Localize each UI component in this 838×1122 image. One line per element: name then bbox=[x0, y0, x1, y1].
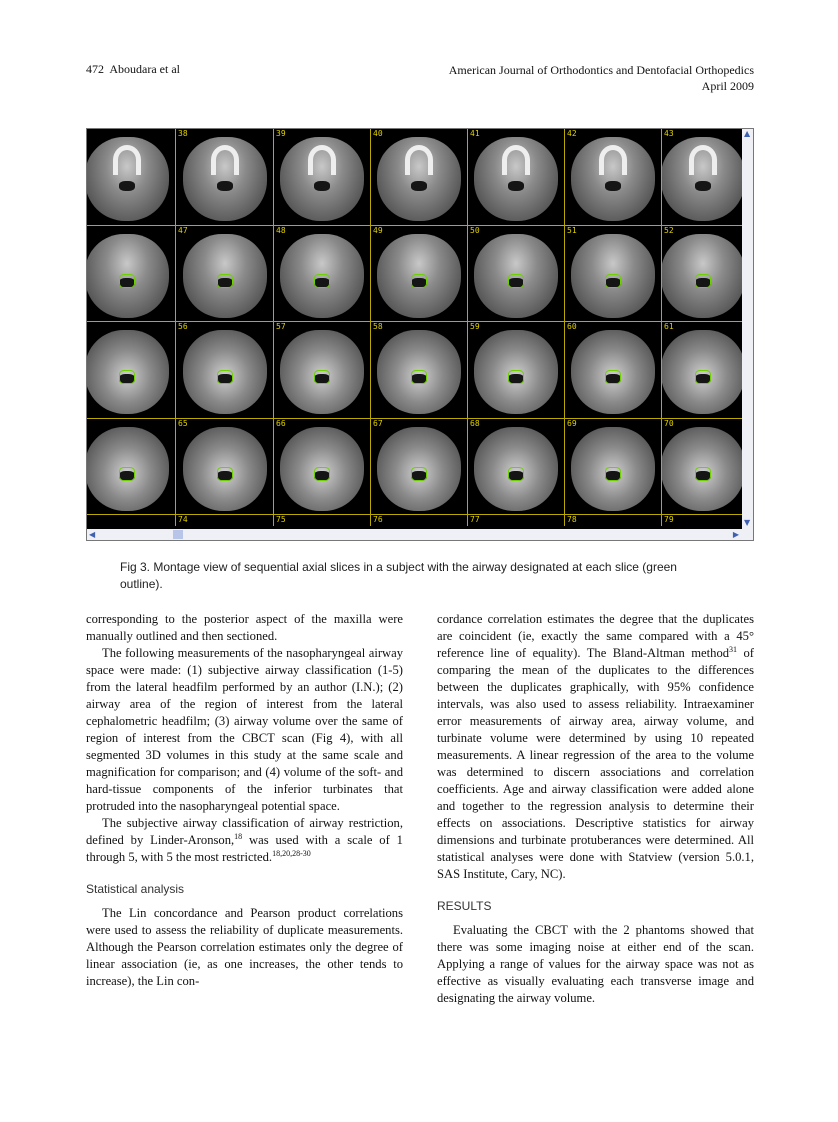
ct-slice-image bbox=[571, 330, 655, 414]
axial-slice bbox=[371, 322, 468, 418]
axial-slice bbox=[662, 129, 743, 225]
ct-slice-image bbox=[280, 330, 364, 414]
slice-number: 69 bbox=[567, 418, 577, 428]
slice-row bbox=[87, 419, 743, 516]
slice-number: 66 bbox=[276, 418, 286, 428]
axial-slice bbox=[371, 129, 468, 225]
slice-grid bbox=[87, 129, 743, 526]
ct-slice-image bbox=[183, 427, 267, 511]
axial-slice bbox=[371, 419, 468, 515]
ct-slice-image bbox=[280, 137, 364, 221]
airway-outline bbox=[217, 370, 233, 384]
text: The subjective airway classification of airway restriction, defined by Linder-Aronson, bbox=[86, 816, 403, 847]
vertical-scrollbar[interactable] bbox=[742, 129, 753, 529]
text: cordance correlation estimates the degree that the duplicates are coincident (ie, exactly the same compared with a 45° reference line of equality). The Bland-Altman method bbox=[437, 612, 754, 660]
slice-number: 57 bbox=[276, 322, 286, 331]
airway-outline bbox=[217, 274, 233, 288]
ct-slice-image bbox=[662, 234, 743, 318]
slice-number: 42 bbox=[567, 129, 577, 138]
axial-slice bbox=[565, 129, 662, 225]
axial-slice bbox=[176, 322, 274, 418]
section-heading: Statistical analysis bbox=[86, 882, 185, 896]
ct-slice-image bbox=[183, 137, 267, 221]
slice-number: 59 bbox=[470, 322, 480, 331]
citation: 18,20,28-30 bbox=[272, 848, 311, 858]
slice-number: 43 bbox=[664, 129, 674, 138]
slice-number: 79 bbox=[664, 515, 674, 524]
ct-slice-image bbox=[571, 427, 655, 511]
citation: 18 bbox=[234, 831, 243, 841]
text: was used with a scale of 1 through 5, with 5 the most restricted. bbox=[86, 833, 403, 864]
ct-slice-image bbox=[474, 330, 558, 414]
slice-number: 68 bbox=[470, 418, 480, 428]
axial-slice bbox=[274, 322, 371, 418]
ct-slice-image bbox=[87, 137, 169, 221]
paragraph bbox=[86, 815, 403, 866]
axial-slice bbox=[176, 515, 274, 526]
axial-slice bbox=[468, 226, 565, 322]
airway-outline bbox=[695, 467, 711, 481]
horizontal-scrollbar[interactable] bbox=[87, 529, 753, 540]
scroll-thumb[interactable] bbox=[173, 530, 183, 539]
slice-row bbox=[87, 226, 743, 323]
axial-slice bbox=[468, 129, 565, 225]
slice-number: 58 bbox=[373, 322, 383, 331]
slice-number: 52 bbox=[664, 225, 674, 235]
slice-number: 74 bbox=[178, 515, 188, 524]
airway-outline bbox=[314, 370, 330, 384]
ct-slice-image bbox=[280, 427, 364, 511]
axial-slice bbox=[662, 419, 743, 515]
issue-date: April 2009 bbox=[701, 79, 754, 93]
axial-slice bbox=[87, 322, 176, 418]
figure-caption: Fig 3. Montage view of sequential axial slices in a subject with the airway designated at each slice (green outline). bbox=[120, 560, 677, 591]
slice-row bbox=[87, 515, 743, 526]
slice-number: 77 bbox=[470, 515, 480, 524]
axial-slice bbox=[274, 419, 371, 515]
airway-outline bbox=[411, 370, 427, 384]
airway-outline bbox=[695, 370, 711, 384]
airway-outline bbox=[314, 467, 330, 481]
axial-slice bbox=[565, 515, 662, 526]
paragraph bbox=[437, 611, 754, 883]
axial-slice bbox=[87, 226, 176, 322]
ct-slice-image bbox=[87, 427, 169, 511]
journal-name: American Journal of Orthodontics and Dentofacial Orthopedics bbox=[448, 63, 754, 77]
airway-outline bbox=[508, 370, 524, 384]
axial-slice bbox=[176, 419, 274, 515]
ct-slice-image bbox=[474, 234, 558, 318]
axial-slice bbox=[565, 419, 662, 515]
slice-number: 40 bbox=[373, 129, 383, 138]
axial-slice bbox=[274, 226, 371, 322]
slice-number: 78 bbox=[567, 515, 577, 524]
ct-slice-image bbox=[571, 137, 655, 221]
airway-outline bbox=[605, 370, 621, 384]
axial-slice bbox=[176, 129, 274, 225]
slice-number: 49 bbox=[373, 225, 383, 235]
axial-slice bbox=[662, 322, 743, 418]
axial-slice bbox=[371, 226, 468, 322]
ct-slice-image bbox=[87, 234, 169, 318]
slice-number: 48 bbox=[276, 225, 286, 235]
section-heading: RESULTS bbox=[437, 899, 492, 913]
ct-slice-image bbox=[377, 330, 461, 414]
ct-slice-image bbox=[377, 137, 461, 221]
slice-number: 67 bbox=[373, 418, 383, 428]
scroll-left-icon[interactable]: ◀ bbox=[89, 530, 96, 539]
ct-slice-image bbox=[662, 427, 743, 511]
left-column bbox=[86, 611, 403, 990]
axial-slice bbox=[468, 419, 565, 515]
paragraph: corresponding to the posterior aspect of the maxilla were manually outlined and then sectioned. bbox=[86, 612, 403, 643]
ct-slice-image bbox=[662, 330, 743, 414]
paragraph: The following measurements of the nasopharyngeal airway space were made: (1) subjective airway classification (1-5) from the lateral headfilm performed by an author (I.N.); (2) airway area of the region of interest from the lateral cephalometric headfilm; (3) airway volume over the same of region of interest from the CBCT scan (Fig 4), with all segmented 3D volumes in this study at the same scale and magnification for comparison; and (4) volume of the soft- and hard-tissue components of the inferior turbinates that protruded into the nasopharyngeal potential space. bbox=[86, 646, 403, 813]
ct-slice-image bbox=[377, 234, 461, 318]
slice-number: 50 bbox=[470, 225, 480, 235]
slice-number: 76 bbox=[373, 515, 383, 524]
airway-outline bbox=[411, 467, 427, 481]
ct-slice-image bbox=[377, 427, 461, 511]
axial-slice bbox=[87, 419, 176, 515]
scroll-up-icon[interactable]: ▲ bbox=[744, 129, 751, 138]
axial-slice bbox=[565, 322, 662, 418]
figure-montage bbox=[86, 128, 754, 541]
paragraph: Evaluating the CBCT with the 2 phantoms showed that there was some imaging noise at either end of the scan. Applying a range of values for the airway space was not as effective as visually evaluating each transverse image and designating the airway volume. bbox=[437, 923, 754, 1005]
running-header-right bbox=[449, 62, 754, 94]
right-column bbox=[437, 611, 754, 1007]
airway-outline bbox=[508, 467, 524, 481]
axial-slice bbox=[274, 515, 371, 526]
airway-outline bbox=[119, 370, 135, 384]
axial-slice bbox=[176, 226, 274, 322]
slice-number: 70 bbox=[664, 418, 674, 428]
slice-number: 41 bbox=[470, 129, 480, 138]
axial-slice bbox=[662, 226, 743, 322]
slice-number: 39 bbox=[276, 129, 286, 138]
axial-slice bbox=[274, 129, 371, 225]
axial-slice bbox=[87, 515, 176, 526]
slice-number: 75 bbox=[276, 515, 286, 524]
airway-outline bbox=[411, 274, 427, 288]
ct-slice-image bbox=[474, 137, 558, 221]
axial-slice bbox=[468, 515, 565, 526]
slice-number: 47 bbox=[178, 225, 188, 235]
airway-outline bbox=[314, 274, 330, 288]
ct-slice-image bbox=[280, 234, 364, 318]
running-header-left: 472 Aboudara et al bbox=[86, 62, 180, 76]
ct-slice-image bbox=[662, 137, 743, 221]
airway-outline bbox=[695, 274, 711, 288]
ct-slice-image bbox=[571, 234, 655, 318]
text: of comparing the mean of the duplicates to the differences between the duplicates graphically, with 95% confidence intervals, was also used to assess reliability. Intraexaminer error measurements of airway area, airway volume, and turbinate volume were determined by using 10 repeated measurements. A linear regression of the area to the volume was determined to discern associations and correlation coefficients. Age and airway classification were added alone and together to the regression analysis to determine their effects on associations. Descriptive statistics for airway dimensions and turbinate protuberances were determined. All statistical analyses were done with Statview (version 5.0.1, SAS Institute, Cary, NC). bbox=[437, 646, 754, 881]
citation: 31 bbox=[729, 644, 738, 654]
axial-slice bbox=[87, 129, 176, 225]
ct-slice-image bbox=[183, 330, 267, 414]
axial-slice bbox=[565, 226, 662, 322]
axial-slice bbox=[662, 515, 743, 526]
paragraph: The Lin concordance and Pearson product correlations were used to assess the reliability of duplicate measurements. Although the Pearson correlation estimates only the degree of linear association (ie, as one increases, the other tends to increase), the Lin con- bbox=[86, 906, 403, 988]
ct-slice-image bbox=[87, 330, 169, 414]
slice-number: 51 bbox=[567, 225, 577, 235]
ct-slice-image bbox=[474, 427, 558, 511]
axial-slice bbox=[468, 322, 565, 418]
slice-number: 60 bbox=[567, 322, 577, 331]
axial-slice bbox=[371, 515, 468, 526]
slice-number: 56 bbox=[178, 322, 188, 331]
airway-outline bbox=[605, 274, 621, 288]
slice-number: 65 bbox=[178, 418, 188, 428]
slice-row bbox=[87, 129, 743, 226]
slice-row bbox=[87, 322, 743, 419]
slice-number: 38 bbox=[178, 129, 188, 138]
airway-outline bbox=[119, 274, 135, 288]
airway-outline bbox=[217, 467, 233, 481]
airway-outline bbox=[605, 467, 621, 481]
scroll-down-icon[interactable]: ▼ bbox=[744, 518, 751, 527]
ct-slice-image bbox=[183, 234, 267, 318]
scroll-right-icon[interactable]: ▶ bbox=[732, 530, 739, 539]
airway-outline bbox=[119, 467, 135, 481]
airway-outline bbox=[508, 274, 524, 288]
slice-number: 61 bbox=[664, 322, 674, 331]
